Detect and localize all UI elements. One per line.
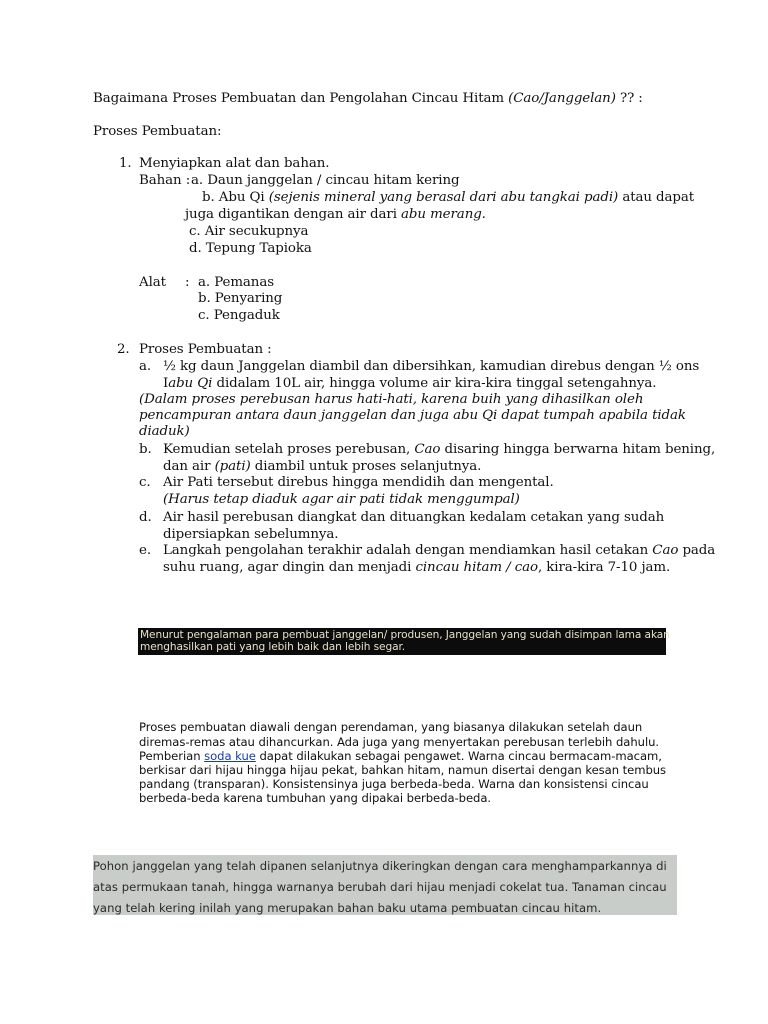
list-number-2: 2. [117, 342, 130, 357]
alat-item-b: b. Penyaring [198, 291, 283, 306]
bahan-b-cont-pre: juga digantikan dengan air dari [185, 207, 402, 222]
highlight-banner [138, 628, 670, 655]
step-a-note-line1-text: (Dalam proses perebusan harus hati-hati, karena buih yang dihasilkan oleh [139, 392, 644, 407]
paragraph-line3-pre: Pemberian [139, 749, 205, 763]
paragraph-line3-post: dapat dilakukan sebagai pengawet. Warna cincau bermacam-macam, [255, 749, 662, 763]
paragraph-line2: diremas-remas atau dihancurkan. Ada juga yang menyertakan perebusan terlebih dahulu. [139, 735, 660, 749]
step-e-line1-pre: Langkah pengolahan terakhir adalah dengan mendiamkan hasil cetakan [163, 543, 653, 558]
step-a-note-line3 [139, 423, 190, 440]
bahan-label: Bahan : [139, 173, 191, 188]
bahan-b-pre: b. Abu Qi [202, 190, 269, 205]
grey-box-line3: yang telah kering inilah yang merupakan bahan baku utama pembuatan cincau hitam. [93, 901, 602, 915]
soda-kue-link[interactable]: soda kue [204, 749, 256, 763]
bahan-item-a: a. Daun janggelan / cincau hitam kering [191, 173, 460, 188]
step-b-line1-pre: Kemudian setelah proses perebusan, [163, 442, 415, 457]
banner-line1: Menurut pengalaman para pembuat janggelan/ produsen, Janggelan yang sudah disimpan lama akan [140, 629, 670, 641]
alat-colon: : [185, 275, 190, 290]
alat-item-c: c. Pengaduk [198, 308, 280, 323]
step-c-line1: Air Pati tersebut direbus hingga mendidih dan mengental. [163, 475, 554, 490]
list-item-1-text: Menyiapkan alat dan bahan. [139, 156, 330, 171]
bahan-b-post: atau dapat [618, 190, 695, 205]
step-a-note-line3-text: diaduk) [139, 424, 190, 439]
step-e-line2-post: , kira-kira 7-10 jam. [537, 560, 671, 575]
step-b-line2-italic: (pati) [214, 459, 251, 474]
list-number-1: 1. [119, 156, 132, 171]
paragraph-line4: berkisar dari hijau hingga hijau pekat, bahkan hitam, namun disertai dengan kesan tembus [139, 763, 667, 777]
title-lead: Bagaimana Proses Pembuatan dan Pengolahan Cincau Hitam [93, 91, 509, 106]
paragraph-line1: Proses pembuatan diawali dengan perendaman, yang biasanya dilakukan setelah daun [139, 720, 643, 734]
step-b-line2-post: diambil untuk proses selanjutnya. [250, 459, 482, 474]
step-d-letter: d. [139, 510, 152, 525]
step-a-note-line2 [139, 407, 686, 424]
step-a-line2-italic: abu Qi [168, 376, 213, 391]
step-d-line2: dipersiapkan sebelumnya. [163, 527, 339, 542]
document-title [93, 90, 643, 107]
grey-highlight-box [93, 855, 677, 915]
step-e-line1-italic: Cao [652, 543, 679, 558]
step-b-letter: b. [139, 442, 152, 457]
title-italic: (Cao/Janggelan) [508, 91, 616, 106]
grey-box-line2: atas permukaan tanah, hingga warnanya berubah dari hijau menjadi cokelat tua. Tanaman cincau [93, 880, 667, 894]
step-d-line1: Air hasil perebusan diangkat dan dituangkan kedalam cetakan yang sudah [163, 510, 665, 525]
paragraph-line5: pandang (transparan). Konsistensinya juga berbeda-beda. Warna dan konsistensi cincau [139, 777, 649, 791]
step-e-line2-pre: suhu ruang, agar dingin dan menjadi [163, 560, 416, 575]
step-e-line2-italic: cincau hitam / cao [415, 560, 538, 575]
section-heading: Proses Pembuatan: [93, 124, 222, 139]
step-a-letter: a. [139, 359, 152, 374]
step-a-line2-post: didalam 10L air, hingga volume air kira-kira tinggal setengahnya. [212, 376, 657, 391]
bahan-item-d: d. Tepung Tapioka [189, 241, 312, 256]
step-b-line2 [163, 458, 481, 475]
list-item-2-text: Proses Pembuatan : [139, 342, 272, 357]
alat-label: Alat [139, 275, 166, 290]
step-a-note-line2-text: pencampuran antara daun janggelan dan juga abu Qi dapat tumpah apabila tidak [139, 408, 686, 423]
step-b-line1-post: disaring hingga berwarna hitam bening, [440, 442, 716, 457]
step-c-letter: c. [139, 475, 151, 490]
paragraph-line3 [139, 749, 662, 763]
step-a-line2-pre: I [163, 376, 169, 391]
step-e-letter: e. [139, 543, 151, 558]
bahan-b-italic: (sejenis mineral yang berasal dari abu tangkai padi) [268, 190, 619, 205]
bahan-b-cont-italic: abu merang. [401, 207, 486, 222]
bahan-item-b [202, 189, 694, 206]
alat-item-a: a. Pemanas [198, 275, 274, 290]
grey-box-line1: Pohon janggelan yang telah dipanen selanjutnya dikeringkan dengan cara menghamparkannya di [93, 859, 667, 873]
step-b-line2-pre: dan air [163, 459, 215, 474]
bahan-item-c: c. Air secukupnya [189, 224, 309, 239]
step-c-line2-text: (Harus tetap diaduk agar air pati tidak menggumpal) [163, 492, 520, 507]
title-tail: ?? : [615, 91, 643, 106]
banner-line2: menghasilkan pati yang lebih baik dan lebih segar. [140, 641, 406, 653]
paragraph-line6: berbeda-beda karena tumbuhan yang dipakai berbeda-beda. [139, 791, 492, 805]
step-a-line2 [163, 375, 656, 392]
step-e-line1 [163, 542, 715, 559]
step-c-line2 [163, 491, 520, 508]
step-b-line1-italic: Cao [414, 442, 441, 457]
bahan-item-b-continued [185, 206, 486, 223]
step-e-line2 [163, 559, 670, 576]
step-b-line1 [163, 441, 715, 458]
step-a-line1: ½ kg daun Janggelan diambil dan dibersihkan, kamudian direbus dengan ½ ons [163, 359, 700, 374]
step-a-note-line1 [139, 391, 643, 408]
step-e-line1-post: pada [678, 543, 716, 558]
